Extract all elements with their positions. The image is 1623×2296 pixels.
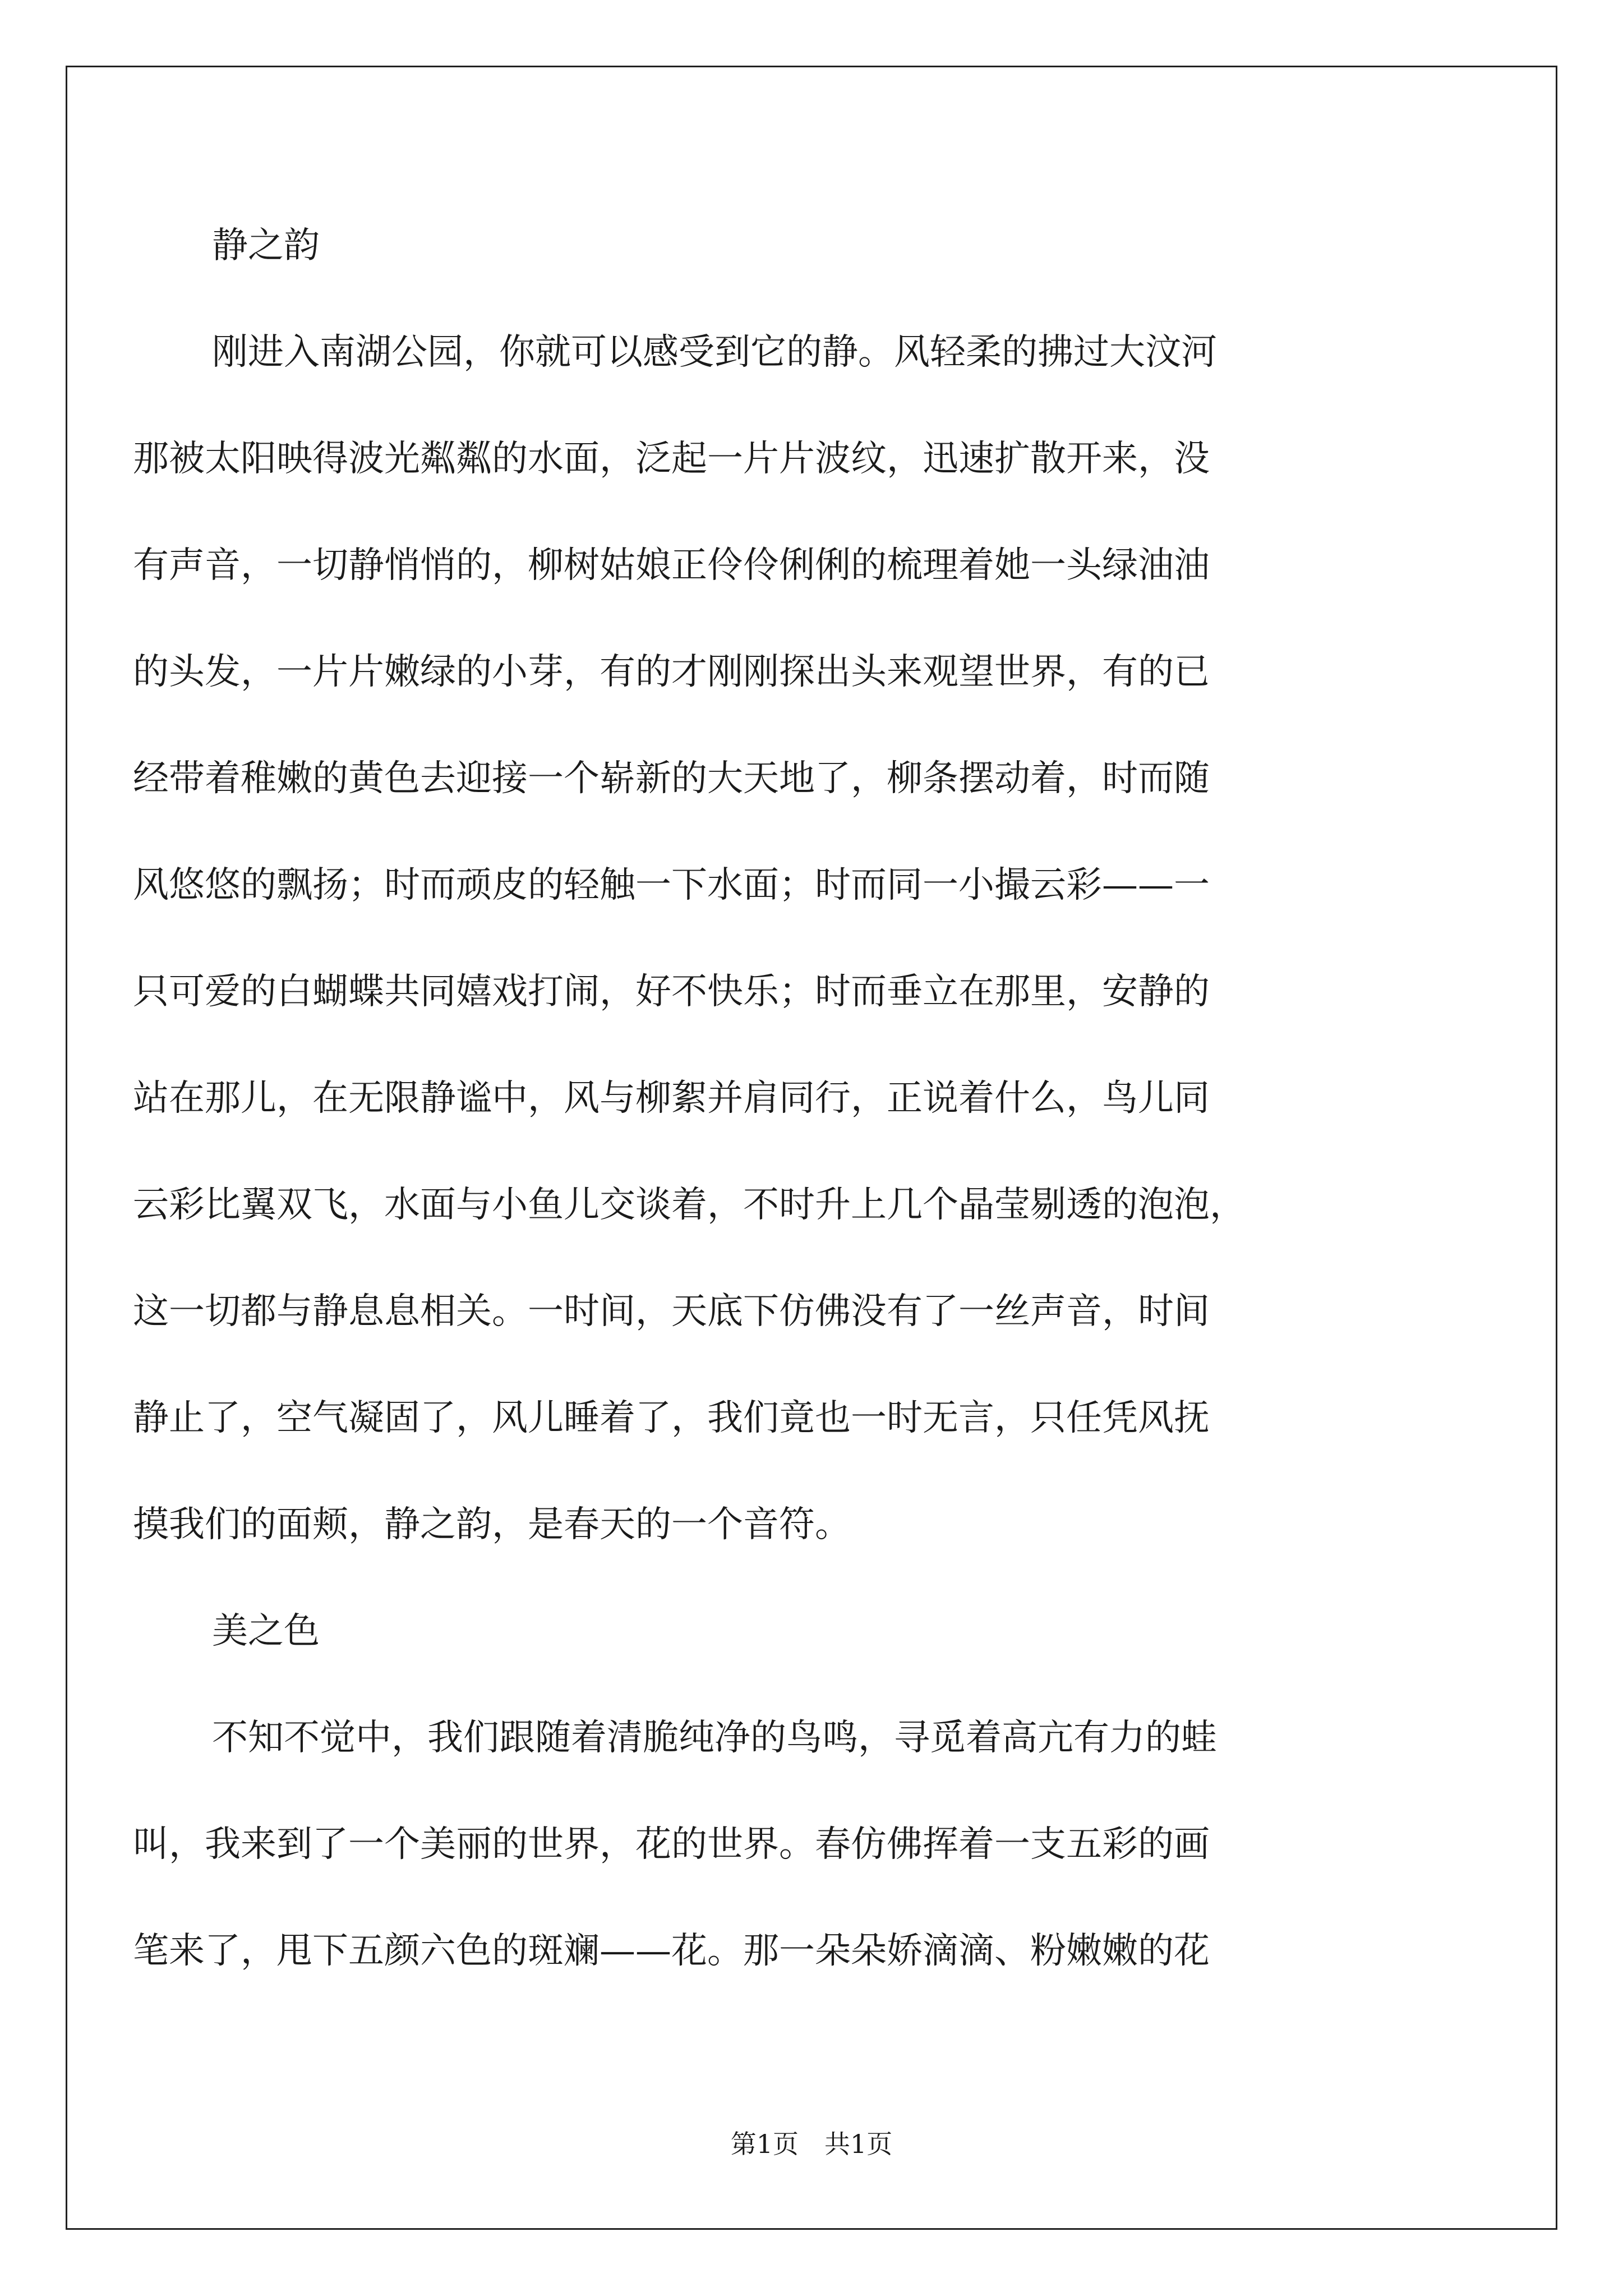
paragraph-line: 云彩比翼双飞，水面与小鱼儿交谈着，不时升上几个晶莹剔透的泡泡， <box>133 1184 1246 1226</box>
paragraph-line: 站在那儿，在无限静谧中，风与柳絮并肩同行，正说着什么，鸟儿同 <box>133 1078 1210 1119</box>
paragraph-line: 风悠悠的飘扬；时而顽皮的轻触一下水面；时而同一小撮云彩——一 <box>133 864 1210 906</box>
paragraph-line: 笔来了，甩下五颜六色的斑斓——花。那一朵朵娇滴滴、粉嫩嫩的花 <box>133 1930 1210 1972</box>
paragraph-line: 叫，我来到了一个美丽的世界，花的世界。春仿佛挥着一支五彩的画 <box>133 1824 1210 1865</box>
paragraph-line: 不知不觉中，我们跟随着清脆纯净的鸟鸣，寻觅着高亢有力的蛙 <box>212 1717 1217 1759</box>
paragraph-line: 那被太阳映得波光粼粼的水面，泛起一片片波纹，迅速扩散开来，没 <box>133 438 1210 480</box>
paragraph-line: 刚进入南湖公园，你就可以感受到它的静。风轻柔的拂过大汶河 <box>212 332 1217 373</box>
paragraph-line: 经带着稚嫩的黄色去迎接一个崭新的大天地了，柳条摆动着，时而随 <box>133 758 1210 799</box>
paragraph-line: 的头发，一片片嫩绿的小芽，有的才刚刚探出头来观望世界，有的已 <box>133 651 1210 693</box>
paragraph-line: 摸我们的面颊，静之韵，是春天的一个音符。 <box>133 1504 851 1545</box>
paragraph-line: 只可爱的白蝴蝶共同嬉戏打闹，好不快乐；时而垂立在那里，安静的 <box>133 971 1210 1013</box>
page-border <box>66 66 1557 2230</box>
paragraph-line: 这一切都与静息息相关。一时间，天底下仿佛没有了一丝声音，时间 <box>133 1291 1210 1332</box>
paragraph-line: 静止了，空气凝固了，风儿睡着了，我们竟也一时无言，只任凭风抚 <box>133 1397 1210 1439</box>
section-heading: 静之韵 <box>212 225 320 266</box>
paragraph-line: 有声音，一切静悄悄的，柳树姑娘正伶伶俐俐的梳理着她一头绿油油 <box>133 545 1210 586</box>
page-number: 第1页 共1页 <box>730 2129 893 2159</box>
section-heading: 美之色 <box>212 1611 320 1652</box>
